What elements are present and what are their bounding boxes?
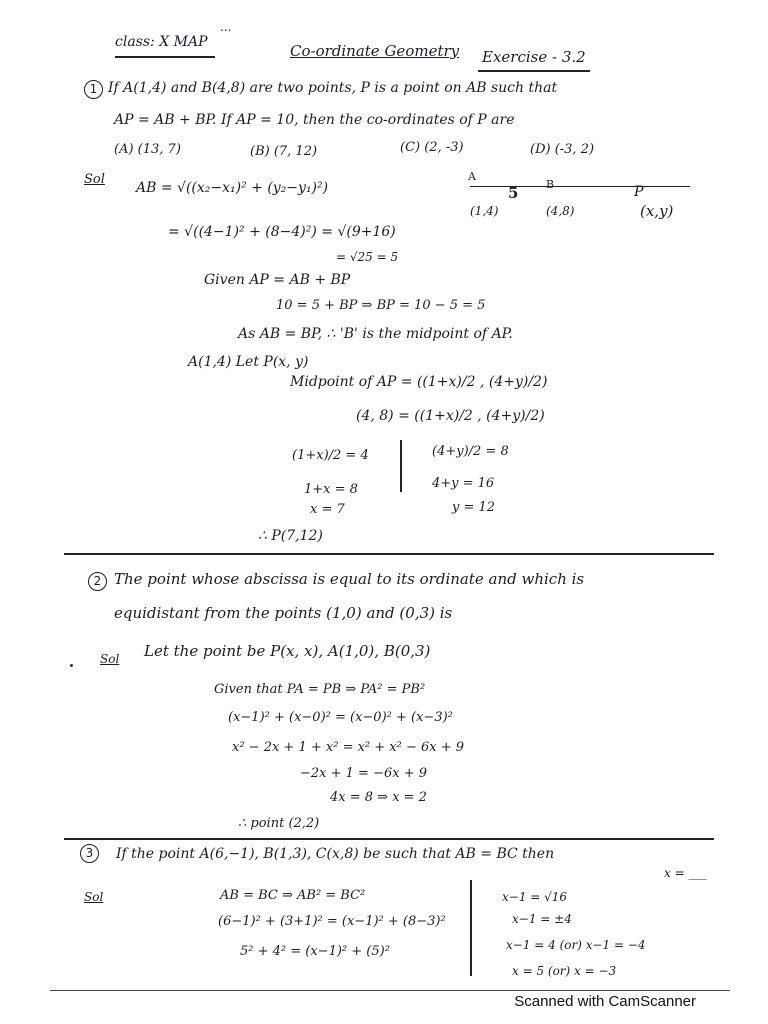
q1-step-9: (4, 8) = ((1+x)/2 , (4+y)/2) bbox=[356, 408, 545, 424]
question-2-number: 2 bbox=[88, 572, 107, 591]
q1-right-step-1: (4+y)/2 = 8 bbox=[432, 444, 509, 459]
q3-left-step-1: AB = BC ⇒ AB² = BC² bbox=[220, 888, 366, 903]
q1-step-6: As AB = BP, ∴ 'B' is the midpoint of AP. bbox=[238, 326, 513, 342]
q1-step-7: A(1,4) Let P(x, y) bbox=[188, 354, 309, 370]
q1-answer: ∴ P(7,12) bbox=[258, 528, 323, 544]
q3-right-step-1: x−1 = √16 bbox=[502, 890, 568, 904]
q1-step-5: 10 = 5 + BP ⇒ BP = 10 − 5 = 5 bbox=[276, 298, 486, 313]
q3-text-line2: x = ___ bbox=[664, 866, 707, 880]
q1-option-a: (A) (13, 7) bbox=[114, 142, 181, 157]
q3-step-divider bbox=[470, 880, 472, 976]
scanner-watermark: Scanned with CamScanner bbox=[514, 993, 696, 1010]
q3-left-step-2: (6−1)² + (3+1)² = (x−1)² + (8−3)² bbox=[218, 914, 446, 929]
class-underline bbox=[115, 56, 215, 58]
q2-text-line2: equidistant from the points (1,0) and (0,3) is bbox=[114, 604, 453, 622]
bottom-rule bbox=[50, 990, 730, 991]
q3-left-step-3: 5² + 4² = (x−1)² + (5)² bbox=[240, 944, 390, 959]
class-label: class: X MAP bbox=[115, 34, 208, 50]
q2-answer: ∴ point (2,2) bbox=[238, 816, 320, 831]
point-a-label: A bbox=[468, 170, 476, 183]
q3-solution-label: Sol bbox=[84, 890, 104, 904]
q1-text-line1: If A(1,4) and B(4,8) are two points, P is a point on AB such that bbox=[108, 80, 558, 96]
ap-line-segment bbox=[470, 186, 690, 187]
point-p-label: P bbox=[634, 184, 644, 200]
q2-step-1: Let the point be P(x, x), A(1,0), B(0,3) bbox=[144, 642, 431, 660]
q2-solution-label: Sol bbox=[100, 652, 120, 666]
q1-step-3: = √25 = 5 bbox=[336, 250, 399, 264]
q1-option-c: (C) (2, -3) bbox=[400, 140, 464, 155]
q2-step-3: (x−1)² + (x−0)² = (x−0)² + (x−3)² bbox=[228, 710, 453, 725]
q1-option-b: (B) (7, 12) bbox=[250, 144, 318, 159]
point-a-coords: (1,4) bbox=[470, 204, 499, 218]
q1-step-4: Given AP = AB + BP bbox=[204, 272, 351, 288]
q1-step-divider bbox=[400, 440, 402, 492]
q1-step-8: Midpoint of AP = ((1+x)/2 , (4+y)/2) bbox=[290, 374, 548, 390]
page-title: Co-ordinate Geometry bbox=[290, 42, 460, 60]
q1-step-1: AB = √((x₂−x₁)² + (y₂−y₁)²) bbox=[136, 180, 329, 196]
q2-step-2: Given that PA = PB ⇒ PA² = PB² bbox=[214, 682, 426, 697]
q1-left-step-3: x = 7 bbox=[310, 502, 345, 517]
margin-dot bbox=[70, 664, 73, 667]
point-b-label: B bbox=[546, 178, 555, 191]
exercise-underline bbox=[478, 70, 590, 72]
top-marks: ... bbox=[220, 20, 232, 34]
section-divider-2 bbox=[64, 838, 714, 840]
q3-right-step-4: x = 5 (or) x = −3 bbox=[512, 964, 617, 978]
q1-right-step-3: y = 12 bbox=[452, 500, 496, 515]
q2-step-5: −2x + 1 = −6x + 9 bbox=[300, 766, 428, 781]
q1-text-line2: AP = AB + BP. If AP = 10, then the co-ordinates of P are bbox=[114, 112, 515, 128]
point-b-coords: (4,8) bbox=[546, 204, 575, 218]
q2-step-6: 4x = 8 ⇒ x = 2 bbox=[330, 790, 427, 805]
q1-left-step-2: 1+x = 8 bbox=[304, 482, 358, 497]
q2-step-4: x² − 2x + 1 + x² = x² + x² − 6x + 9 bbox=[232, 740, 465, 755]
exercise-label: Exercise - 3.2 bbox=[482, 48, 586, 66]
question-1-number: 1 bbox=[84, 80, 103, 99]
q2-text-line1: The point whose abscissa is equal to its ordinate and which is bbox=[114, 570, 585, 588]
q1-left-step-1: (1+x)/2 = 4 bbox=[292, 448, 369, 463]
point-p-coords: (x,y) bbox=[640, 202, 674, 220]
question-3-number: 3 bbox=[80, 844, 99, 863]
segment-length-label: 5 bbox=[508, 184, 519, 202]
q1-solution-label: Sol bbox=[84, 172, 105, 187]
q1-option-d: (D) (-3, 2) bbox=[530, 142, 595, 157]
q3-right-step-3: x−1 = 4 (or) x−1 = −4 bbox=[506, 938, 646, 952]
q3-right-step-2: x−1 = ±4 bbox=[512, 912, 572, 926]
section-divider-1 bbox=[64, 553, 714, 555]
q1-step-2: = √((4−1)² + (8−4)²) = √(9+16) bbox=[168, 224, 396, 240]
q1-right-step-2: 4+y = 16 bbox=[432, 476, 495, 491]
q3-text-line1: If the point A(6,−1), B(1,3), C(x,8) be such that AB = BC then bbox=[116, 846, 555, 862]
